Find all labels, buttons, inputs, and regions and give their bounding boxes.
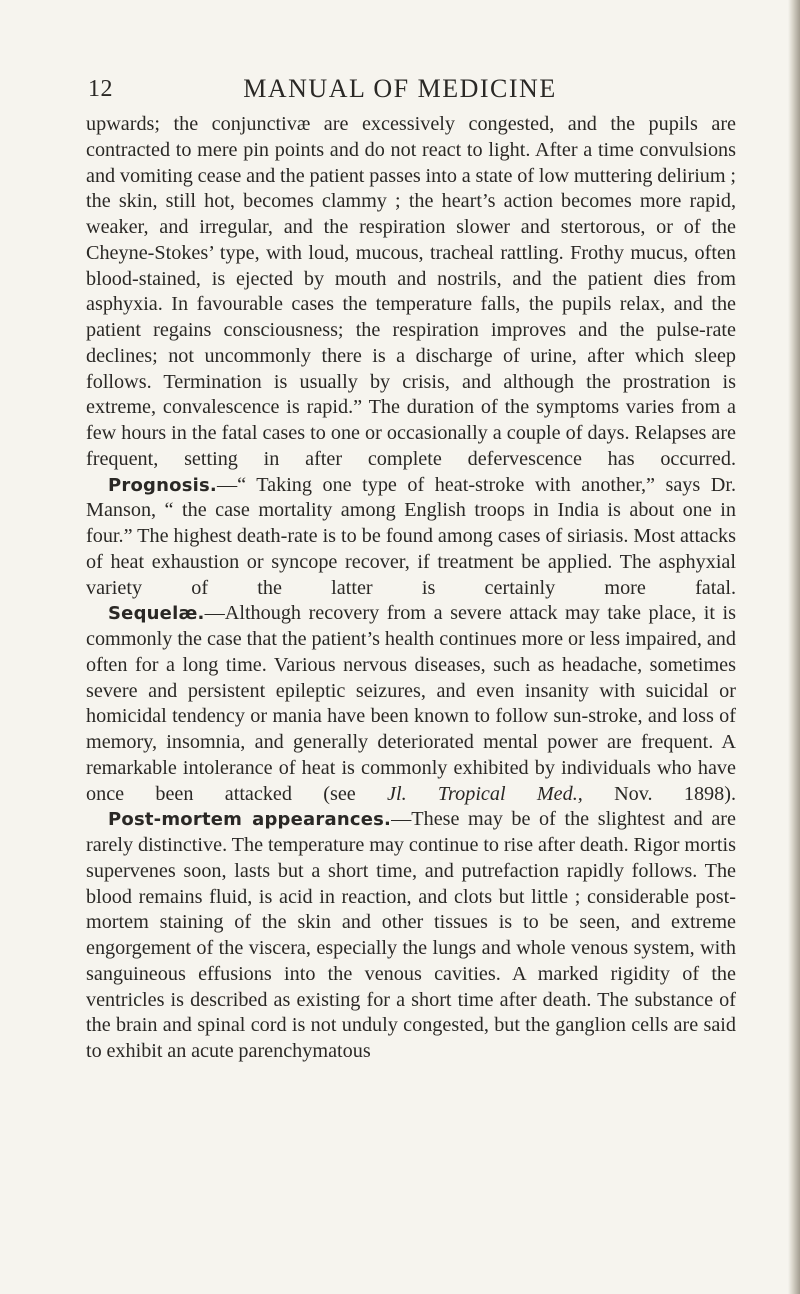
running-head: MANUAL OF MEDICINE — [243, 74, 557, 103]
section-heading-prognosis: Prognosis. — [108, 474, 217, 496]
paragraph-prognosis — [86, 473, 736, 602]
journal-citation: Jl. Tropical Med., — [387, 782, 583, 805]
section-heading-postmortem: Post-mortem appearances. — [108, 809, 392, 831]
paragraph-postmortem — [86, 807, 736, 1065]
page-edge-shadow — [788, 0, 800, 1294]
paragraph-symptoms: upwards; the conjunctivæ are excessively congested, and the pupils are contracted to mere pin points and do not react to light. After a time convulsions and vomiting cease and the patient passes into a state of low muttering delirium ; the skin, still hot, becomes clammy ; the heart’s action becomes more rapid, weaker, and irregular, and the respiration slower and stertorous, or of the Cheyne-Stokes’ type, with loud, mucous, tracheal rattling. Frothy mucus, often blood-stained, is ejected by mouth and nostrils, and the patient dies from asphyxia. In favourable cases the temperature falls, the pupils relax, and the patient regains consciousness; the respiration improves and the pulse-rate declines; not uncommonly there is a discharge of urine, after which sleep follows. Termination is usually by crisis, and although the prostration is extreme, convalescence is rapid.” The duration of the symptoms varies from a few hours in the fatal cases to one or occasionally a couple of days. Relapses are frequent, setting in after complete defervescence has occurred. — [86, 113, 736, 470]
citation-date: Nov. 1898). — [582, 782, 737, 805]
paragraph-sequelae — [86, 601, 736, 807]
page-number: 12 — [88, 76, 113, 102]
prognosis-text: —“ Taking one type of heat-stroke with another,” says Dr. Manson, “ the case mortality among English troops in India is about one in four.” The highest death-rate is to be found among cases of siriasis. Most attacks of heat exhaustion or syncope recover, if treatment be applied. The asphyxial variety of the latter is certainly more fatal. — [86, 473, 736, 599]
sequelae-text: —Although recovery from a severe attack may take place, it is commonly the case that the patient’s health continues more or less impaired, and often for a long time. Various nervous diseases, such as headache, sometimes severe and persistent epileptic seizures, and even insanity with suicidal or homicidal tendency or mania have been known to follow sun-stroke, and loss of memory, insomnia, and generally deteriorated mental power are frequent. A remarkable intolerance of heat is commonly exhibited by individuals who have once been attacked (see — [86, 602, 736, 805]
postmortem-text: —These may be of the slightest and are rarely distinctive. The temperature may continue to rise after death. Rigor mortis supervenes soon, lasts but a short time, and putrefaction rapidly follows. The blood remains fluid, is acid in reaction, and clots but little ; considerable post-mortem staining of the skin and other tissues is to be seen, and extreme engorgement of the viscera, especially the lungs and whole venous system, with sanguineous effusions into the venous cavities. A marked rigidity of the ventricles is described as existing for a short time after death. The substance of the brain and spinal cord is not unduly congested, but the ganglion cells are said to exhibit an acute parenchymatous — [86, 808, 736, 1062]
section-heading-sequelae: Sequelæ. — [108, 603, 205, 625]
body-text — [86, 112, 736, 1065]
